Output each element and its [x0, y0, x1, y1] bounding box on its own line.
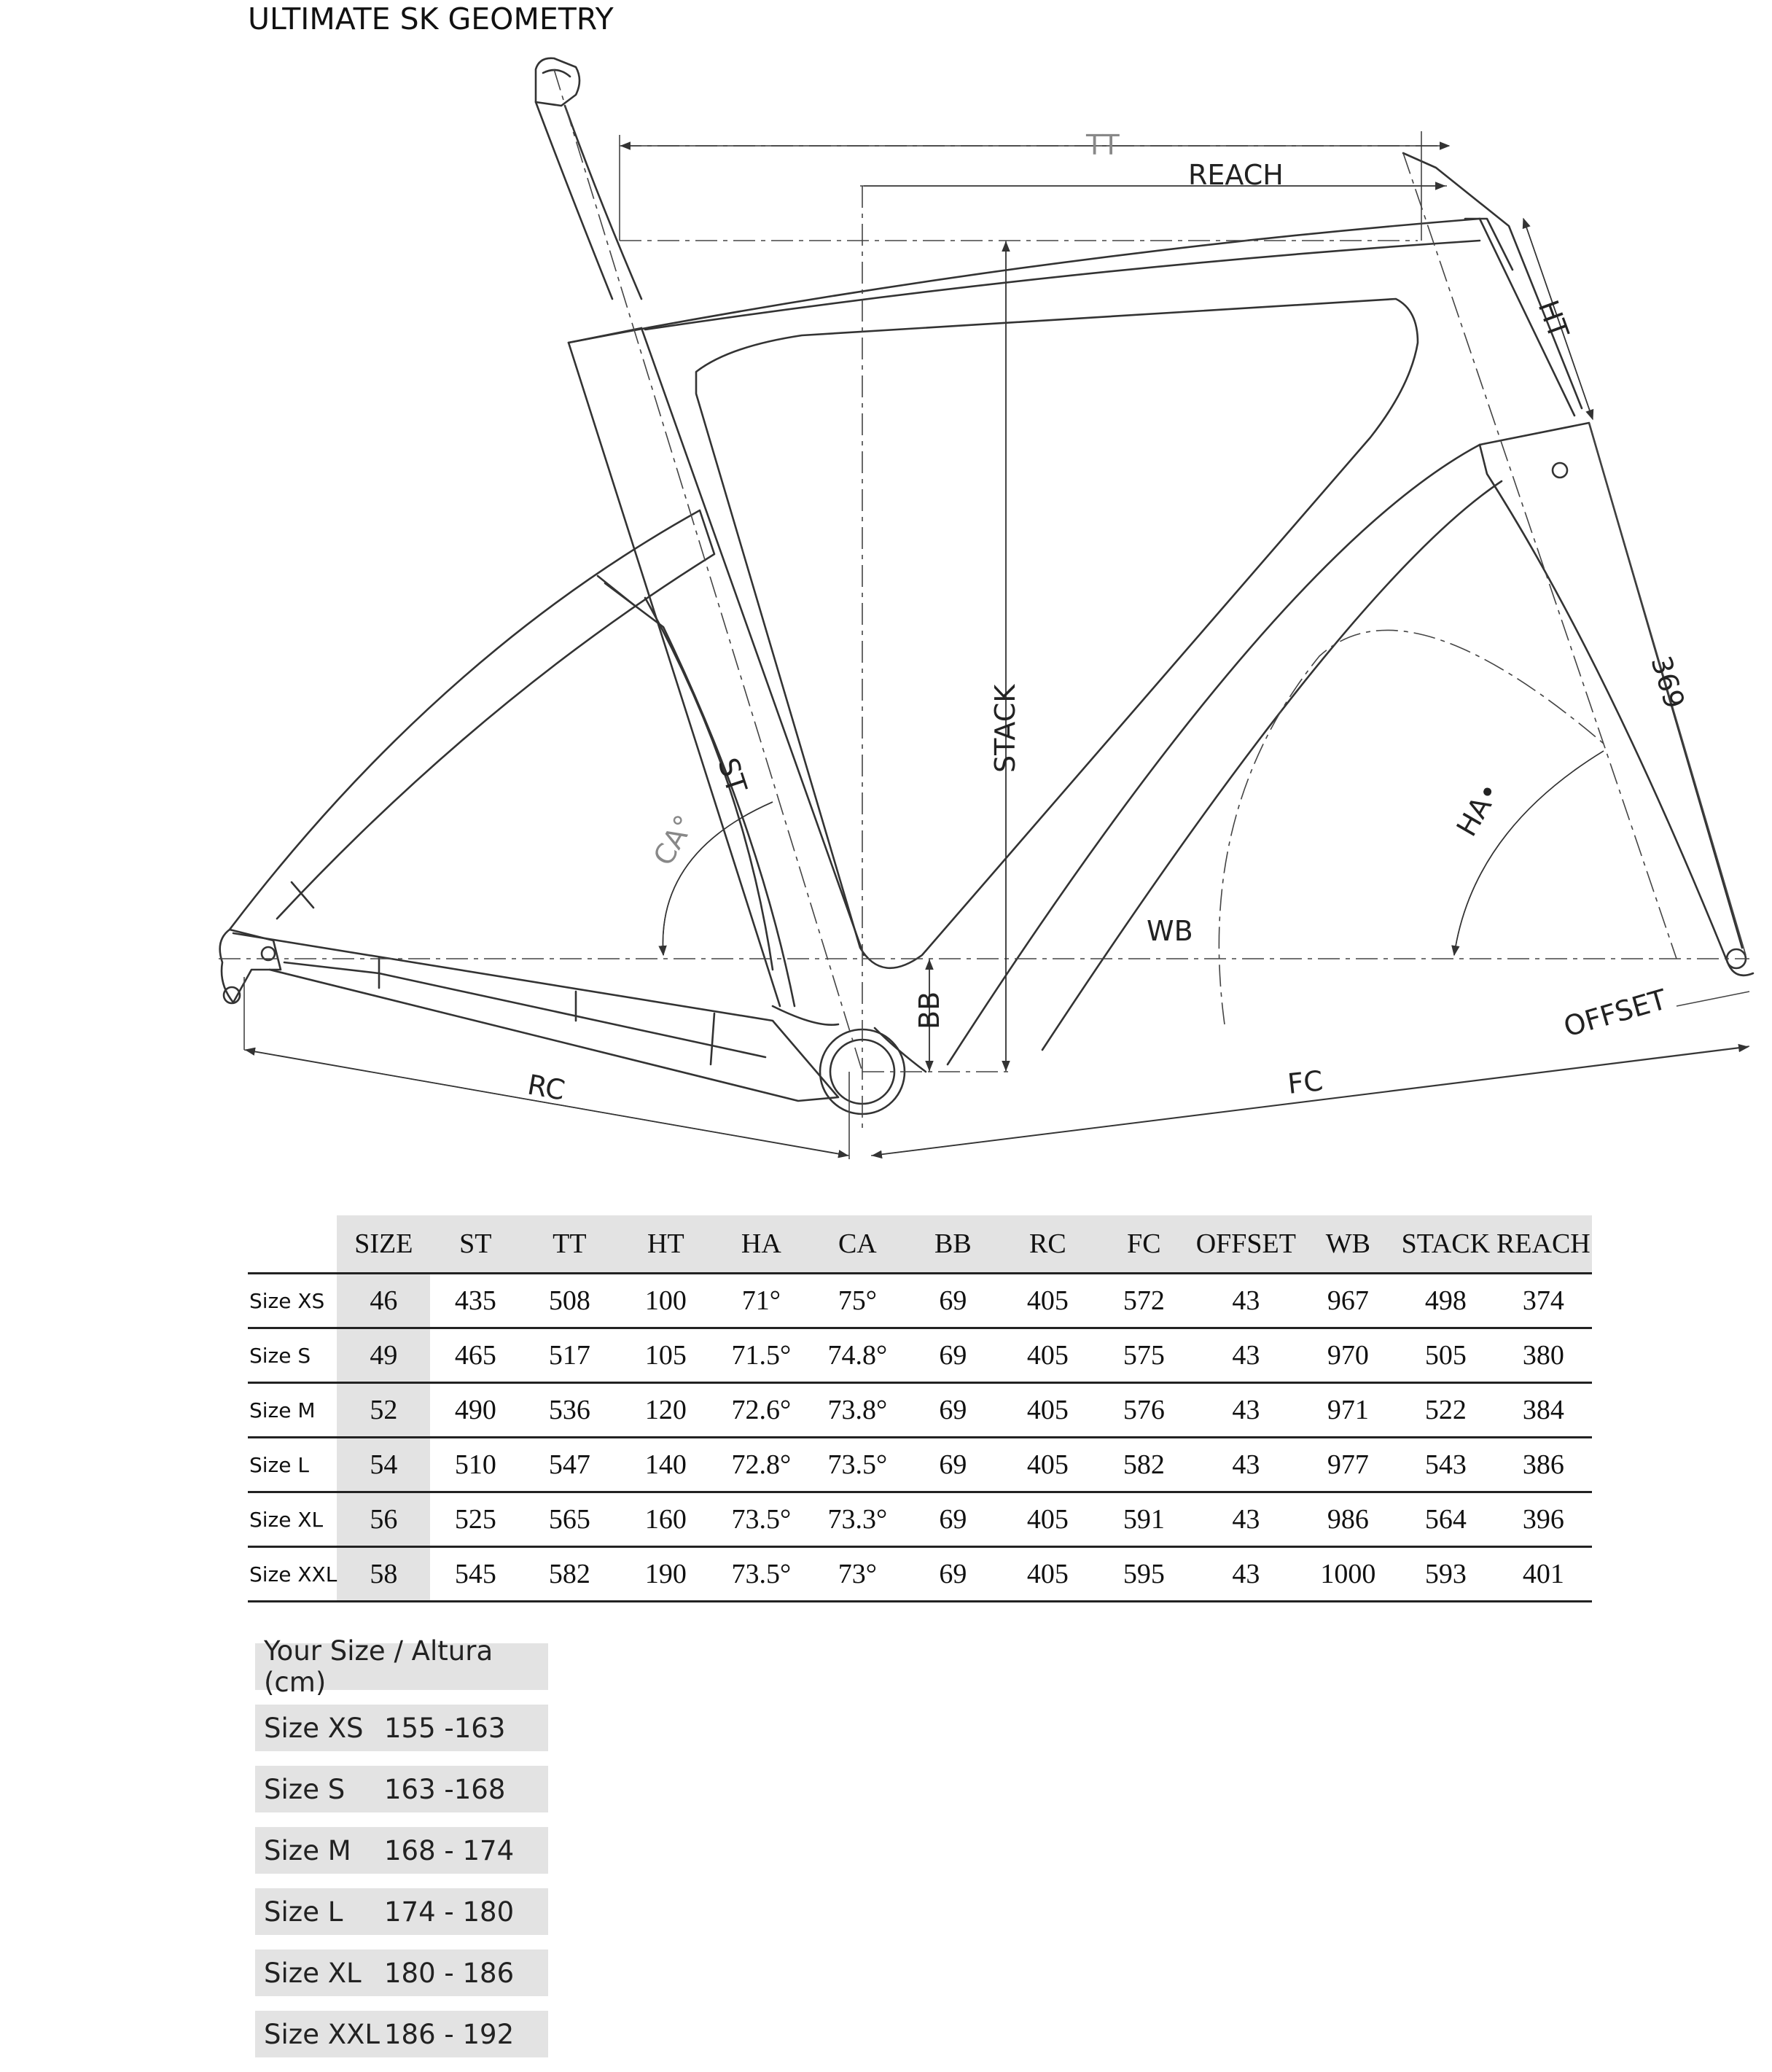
cell-rc: 405 — [1000, 1547, 1095, 1602]
cell-ha: 71° — [713, 1274, 809, 1328]
cell-ha: 73.5° — [713, 1547, 809, 1602]
label-fc: FC — [1286, 1064, 1325, 1100]
header-fc: FC — [1095, 1215, 1193, 1274]
cell-bb: 69 — [905, 1547, 1000, 1602]
cell-ca: 73.3° — [809, 1492, 905, 1547]
cell-reach: 396 — [1494, 1492, 1592, 1547]
cell-wb: 970 — [1299, 1328, 1397, 1383]
cell-fc: 591 — [1095, 1492, 1193, 1547]
table-row — [248, 1438, 1592, 1492]
cell-st: 525 — [430, 1492, 520, 1547]
table-row — [248, 1383, 1592, 1438]
cell-bb: 69 — [905, 1383, 1000, 1438]
cell-size: 58 — [337, 1547, 430, 1602]
cell-st: 545 — [430, 1547, 520, 1602]
cell-ht: 120 — [618, 1383, 713, 1438]
cell-ha: 73.5° — [713, 1492, 809, 1547]
label-stack: STACK — [989, 684, 1021, 773]
cell-wb: 971 — [1299, 1383, 1397, 1438]
header-ht: HT — [618, 1215, 713, 1274]
header-tt: TT — [520, 1215, 618, 1274]
table-header-row — [248, 1215, 1592, 1274]
cell-tt: 582 — [520, 1547, 618, 1602]
cell-ht: 160 — [618, 1492, 713, 1547]
cell-ca: 73.8° — [809, 1383, 905, 1438]
cell-reach: 401 — [1494, 1547, 1592, 1602]
cell-bb: 69 — [905, 1438, 1000, 1492]
cell-ha: 71.5° — [713, 1328, 809, 1383]
cell-offset: 43 — [1193, 1328, 1299, 1383]
cell-size: 52 — [337, 1383, 430, 1438]
cell-offset: 43 — [1193, 1438, 1299, 1492]
header-bb: BB — [905, 1215, 1000, 1274]
cell-ha: 72.6° — [713, 1383, 809, 1438]
label-ha: HA• — [1450, 776, 1507, 842]
cell-wb: 986 — [1299, 1492, 1397, 1547]
rider-size-label: Size XXL — [264, 2018, 380, 2050]
cell-st: 510 — [430, 1438, 520, 1492]
cell-st: 435 — [430, 1274, 520, 1328]
page-title: ULTIMATE SK GEOMETRY — [248, 1, 614, 36]
label-reach: REACH — [1188, 159, 1284, 191]
row-label: Size M — [248, 1383, 337, 1438]
table-row — [248, 1274, 1592, 1328]
cell-ca: 73° — [809, 1547, 905, 1602]
cell-stack: 593 — [1397, 1547, 1494, 1602]
rider-size-row — [255, 1766, 548, 1812]
label-rc: RC — [525, 1068, 568, 1107]
header-stack: STACK — [1397, 1215, 1494, 1274]
rider-size-label: Size M — [264, 1834, 351, 1866]
cell-ht: 140 — [618, 1438, 713, 1492]
table-row — [248, 1547, 1592, 1602]
rider-size-row — [255, 2011, 548, 2057]
header-reach: REACH — [1494, 1215, 1592, 1274]
table-row — [248, 1328, 1592, 1383]
cell-ht: 100 — [618, 1274, 713, 1328]
rider-size-label: Size L — [264, 1896, 343, 1928]
cell-wb: 967 — [1299, 1274, 1397, 1328]
cell-offset: 43 — [1193, 1383, 1299, 1438]
cell-bb: 69 — [905, 1492, 1000, 1547]
rider-size-row — [255, 1888, 548, 1935]
label-tt: TT — [1086, 129, 1120, 161]
cell-tt: 565 — [520, 1492, 618, 1547]
cell-ca: 73.5° — [809, 1438, 905, 1492]
rider-size-label: Size S — [264, 1773, 346, 1805]
header-ha: HA — [713, 1215, 809, 1274]
cell-fc: 576 — [1095, 1383, 1193, 1438]
rider-size-label: Size XS — [264, 1712, 364, 1744]
label-bb: BB — [913, 991, 945, 1029]
cell-stack: 498 — [1397, 1274, 1494, 1328]
cell-size: 49 — [337, 1328, 430, 1383]
dimension-labels — [525, 129, 1690, 1107]
cell-fc: 572 — [1095, 1274, 1193, 1328]
rider-size-label: Size XL — [264, 1957, 362, 1989]
cell-ca: 75° — [809, 1274, 905, 1328]
cell-rc: 405 — [1000, 1383, 1095, 1438]
frame-outline — [220, 58, 1753, 1114]
rider-size-header: Your Size / Altura (cm) — [255, 1643, 548, 1690]
cell-size: 46 — [337, 1274, 430, 1328]
cell-stack: 505 — [1397, 1328, 1494, 1383]
label-wb: WB — [1147, 915, 1193, 947]
cell-offset: 43 — [1193, 1492, 1299, 1547]
header-rc: RC — [1000, 1215, 1095, 1274]
cell-ht: 105 — [618, 1328, 713, 1383]
cell-tt: 517 — [520, 1328, 618, 1383]
cell-fc: 595 — [1095, 1547, 1193, 1602]
rider-height-range: 168 - 174 — [384, 1834, 515, 1866]
dimension-arrows — [246, 146, 1748, 1156]
cell-offset: 43 — [1193, 1547, 1299, 1602]
cell-ca: 74.8° — [809, 1328, 905, 1383]
cell-tt: 536 — [520, 1383, 618, 1438]
rider-height-range: 174 - 180 — [384, 1896, 515, 1928]
cell-stack: 543 — [1397, 1438, 1494, 1492]
rider-size-row — [255, 1705, 548, 1751]
header-wb: WB — [1299, 1215, 1397, 1274]
cell-st: 490 — [430, 1383, 520, 1438]
cell-reach: 374 — [1494, 1274, 1592, 1328]
cell-stack: 564 — [1397, 1492, 1494, 1547]
cell-reach: 380 — [1494, 1328, 1592, 1383]
cell-bb: 69 — [905, 1274, 1000, 1328]
cell-tt: 547 — [520, 1438, 618, 1492]
row-label: Size S — [248, 1328, 337, 1383]
rider-height-range: 155 -163 — [384, 1712, 506, 1744]
cell-st: 465 — [430, 1328, 520, 1383]
label-fork-length: 369 — [1644, 652, 1691, 712]
table-row — [248, 1492, 1592, 1547]
cell-size: 54 — [337, 1438, 430, 1492]
cell-stack: 522 — [1397, 1383, 1494, 1438]
cell-rc: 405 — [1000, 1492, 1095, 1547]
cell-fc: 575 — [1095, 1328, 1193, 1383]
label-ht: HT — [1531, 296, 1575, 343]
cell-bb: 69 — [905, 1328, 1000, 1383]
rider-size-row — [255, 1827, 548, 1874]
label-offset: OFFSET — [1560, 983, 1671, 1043]
cell-wb: 977 — [1299, 1438, 1397, 1492]
label-st: ST — [711, 754, 753, 797]
cell-wb: 1000 — [1299, 1547, 1397, 1602]
rider-height-range: 180 - 186 — [384, 1957, 515, 1989]
row-label: Size XS — [248, 1274, 337, 1328]
row-label: Size XL — [248, 1492, 337, 1547]
header-offset: OFFSET — [1193, 1215, 1299, 1274]
cell-ht: 190 — [618, 1547, 713, 1602]
rider-size-row — [255, 1950, 548, 1996]
rider-height-range: 163 -168 — [384, 1773, 506, 1805]
cell-reach: 386 — [1494, 1438, 1592, 1492]
cell-ha: 72.8° — [713, 1438, 809, 1492]
row-label: Size L — [248, 1438, 337, 1492]
header-st: ST — [430, 1215, 520, 1274]
geometry-table — [248, 1215, 1592, 1602]
row-label: Size XXL — [248, 1547, 337, 1602]
label-ca: CA° — [647, 809, 701, 871]
header-ca: CA — [809, 1215, 905, 1274]
cell-fc: 582 — [1095, 1438, 1193, 1492]
cell-size: 56 — [337, 1492, 430, 1547]
cell-rc: 405 — [1000, 1328, 1095, 1383]
rider-size-chart — [255, 1635, 548, 2072]
header-blank — [248, 1215, 337, 1274]
cell-reach: 384 — [1494, 1383, 1592, 1438]
dimension-lines — [219, 69, 1749, 1159]
cell-rc: 405 — [1000, 1438, 1095, 1492]
header-size: SIZE — [337, 1215, 430, 1274]
cell-tt: 508 — [520, 1274, 618, 1328]
rider-height-range: 186 - 192 — [384, 2018, 515, 2050]
cell-offset: 43 — [1193, 1274, 1299, 1328]
cell-rc: 405 — [1000, 1274, 1095, 1328]
